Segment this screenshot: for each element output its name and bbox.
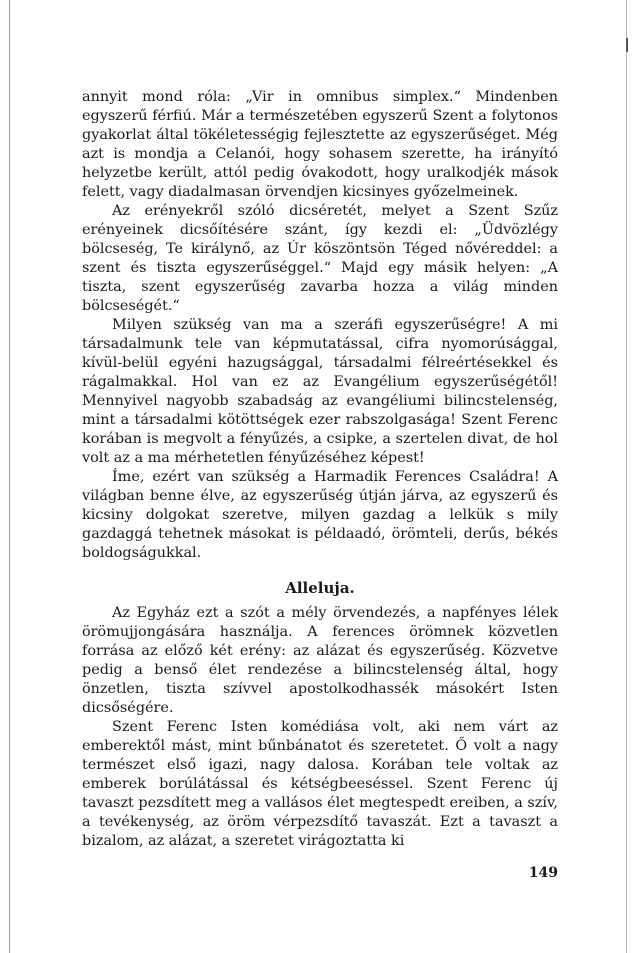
page-right-edge <box>626 0 627 953</box>
edge-mark <box>626 38 628 52</box>
paragraph-4: Íme, ezért van szükség a Harmadik Ferences Családra! A világban benne élve, az egyszerűség útján járva, az egyszerű és kicsiny dolgokat szeretve, milyen gazdag a lelkük s mily gazdaggá tehetnek másokat is példaadó, örömteli, derűs, békés boldogságukkal. <box>82 469 558 561</box>
section-title: Alleluja. <box>285 579 355 597</box>
paragraph-3: Milyen szükség van ma a szeráfi egyszerűségre! A mi társadalmunk tele van képmutatással, cifra nyomorúsággal, kívül-belül egyéni hazugsággal, társadalmi félreértésekkel és rágalmakkal. Hol van ez az Evangélium egyszerűségétől! Mennyivel nagyobb szabadság az evangéliumi bilincstelenség, mint a társadalmi kötöttségek ezer rabszolgasága! Szent Ferenc korában is megvolt a fényűzés, a csipke, a szertelen divat, de hol volt az a ma mérhetetlen fényűzéséhez képest! <box>82 317 558 466</box>
paragraph-2: Az erényekről szóló dicséretét, melyet a Szent Szűz erényeinek dicsőítésére szánt, így kezdi el: „Üdvözlégy bölcseség, Te királynő, az Úr köszöntsön Téged nővéreddel: a szent és tiszta egyszerűséggel.“ Majd egy másik helyen: „A tiszta, szent egyszerűség zavarba hozza a világ minden bölcseségét.“ <box>82 203 558 314</box>
paragraph-6: Szent Ferenc Isten komédiása volt, aki nem várt az emberektől mást, mint bűnbánatot és szeretetet. Ő volt a nagy természet első igazi, nagy dalosa. Korában tele voltak az emberek borúlátással és kétségbeeséssel. Szent Ferenc új tavaszt pezsdített meg a vallásos élet megtespedt ereiben, a szív, a tevékenység, az öröm vérpezsdítő tavaszát. Ezt a tavaszt a bizalom, az alázat, a szeretet virágoztatta ki <box>82 719 558 849</box>
page-number: 149 <box>528 865 558 881</box>
page-left-edge <box>9 0 10 953</box>
page-body <box>82 88 558 851</box>
paragraph-1: annyit mond róla: „Vir in omnibus simplex.“ Mindenben egyszerű férfiú. Már a természetében egyszerű Szent a folytonos gyakorlat által tökéletességig fejlesztette az egyszerűséget. Még azt is mondja a Celanói, hogy sohasem szerette, ha irányító helyzetbe került, attól pedig óvakodott, hogy uralkodjék mások felett, vagy diadalmasan örvendjen kicsinyes győzelmeinek. <box>82 89 558 200</box>
paragraph-5: Az Egyház ezt a szót a mély örvendezés, a napfényes lélek örömujjongására használja. A ferences örömnek közvetlen forrása az előző két erény: az alázat és egyszerűség. Közvetve pedig a benső élet rendezése a bilincstelenség által, hogy önzetlen, tiszta szívvel apostolkodhassék másokért Isten dicsőségére. <box>82 605 558 716</box>
